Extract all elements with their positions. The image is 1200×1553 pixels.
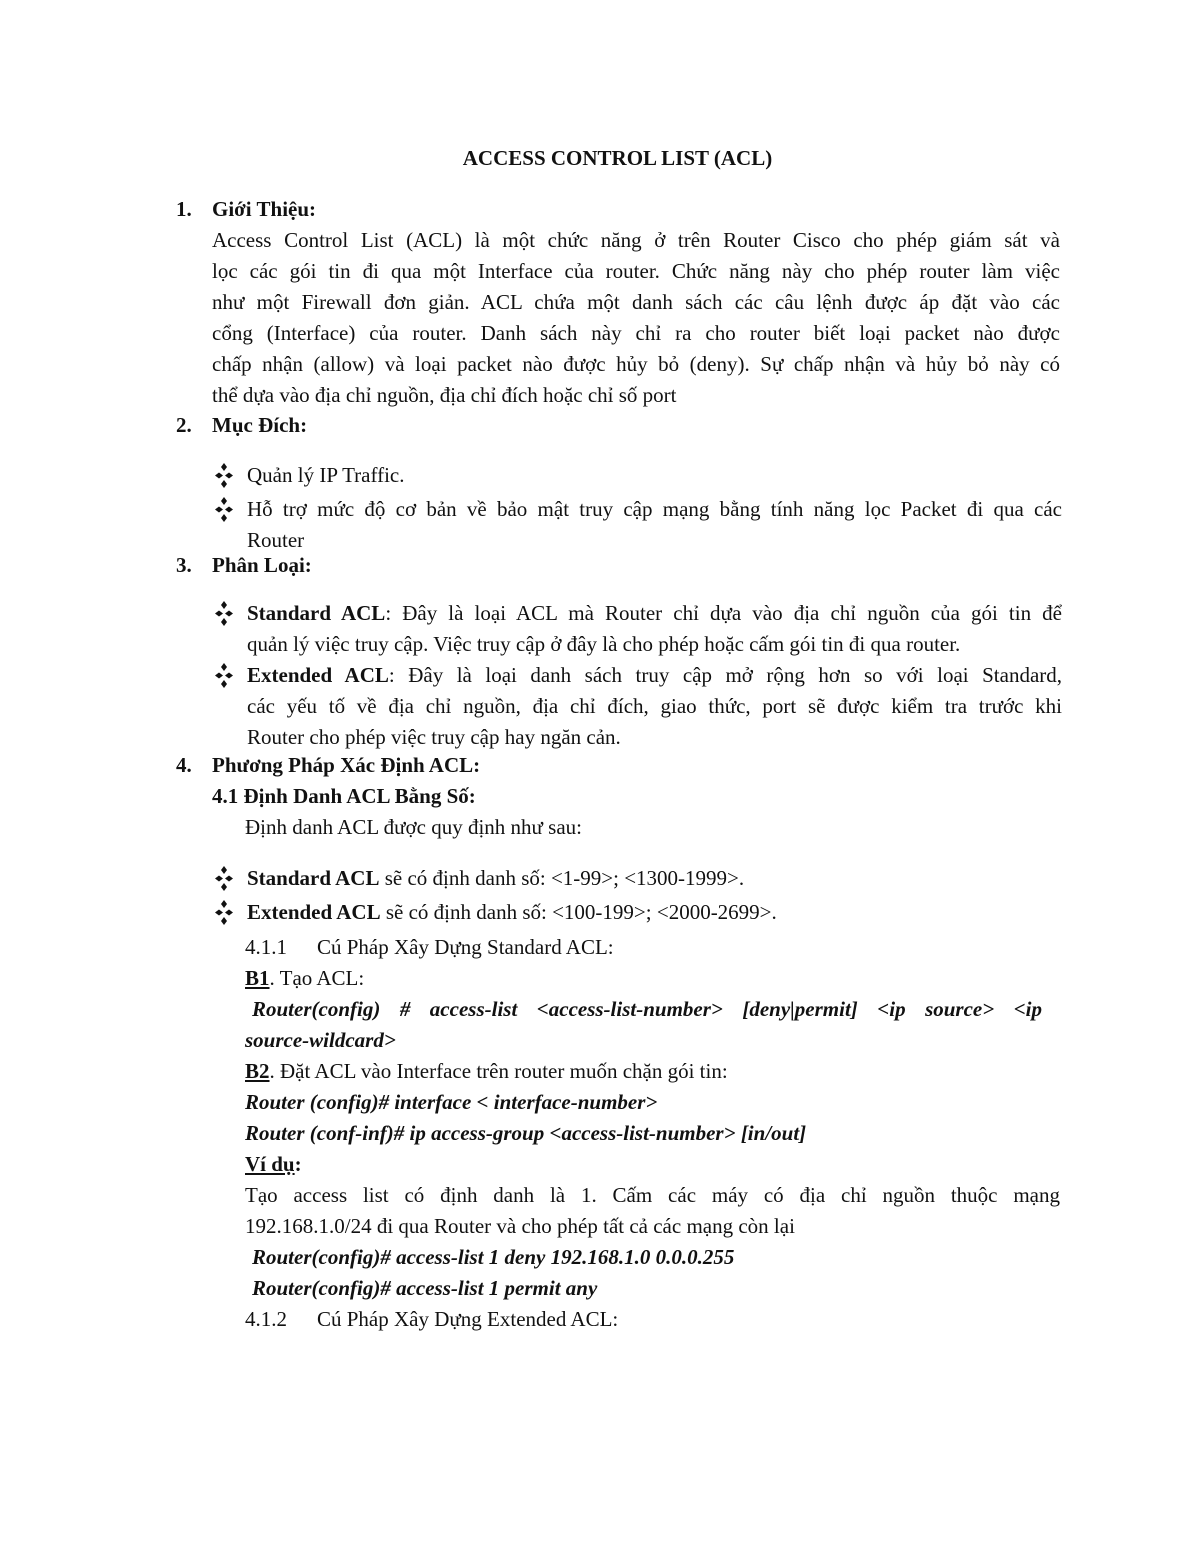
section-1-line: thể dựa vào địa chỉ nguồn, địa chỉ đích hoặc chỉ số port [212,383,677,407]
term-description: : Đây là loại danh sách truy cập mở rộng hơn so với loại Standard, [388,663,1063,687]
subsection-4-1-2 [245,1304,618,1335]
example-colon: : [294,1152,302,1176]
four-diamond-bullet-icon [212,460,236,491]
section-3-heading: Phân Loại: [212,553,312,577]
command-line: source-wildcard> [245,1028,396,1052]
term-standard-acl: Standard ACL [247,601,386,625]
bullet-text [247,494,1062,556]
bullet-line [247,598,1062,629]
bullet-text [247,897,1062,928]
document-title: ACCESS CONTROL LIST (ACL) [462,146,773,170]
section-3-number: 3. [176,553,192,577]
section-1-line: Access Control List (ACL) là một chức năng ở trên Router Cisco cho phép giám sát và [212,228,1060,252]
command-line: Router (config)# interface < interface-number> [245,1090,658,1114]
four-diamond-bullet-icon [212,494,236,525]
subsection-title: Cú Pháp Xây Dựng Extended ACL: [317,1307,619,1331]
step-label: B2 [245,1059,270,1083]
bullet-line: quản lý việc truy cập. Việc truy cập ở đây là cho phép hoặc cấm gói tin đi qua router. [247,632,961,656]
four-diamond-bullet-icon [212,863,236,894]
command-line: Router(config) # access-list <access-list-number> [deny|permit] <ip source> <ip [252,997,1042,1021]
subsection-4-1-heading: 4.1 Định Danh ACL Bằng Số: [212,784,476,808]
command-line: Router(config)# access-list 1 deny 192.168.1.0 0.0.0.255 [252,1245,735,1269]
term-extended-acl: Extended ACL [247,900,381,924]
step-text: . Đặt ACL vào Interface trên router muốn chặn gói tin: [269,1059,728,1083]
section-1-paragraph [212,225,1060,411]
example-text-line: 192.168.1.0/24 đi qua Router và cho phép tất cả các mạng còn lại [245,1214,795,1238]
subsection-4-1-1 [245,932,614,963]
bullet-line [247,660,1062,691]
term-extended-acl: Extended ACL [247,663,389,687]
four-diamond-bullet-icon [212,598,236,629]
subsection-number: 4.1.1 [245,935,287,959]
section-1-line: lọc các gói tin đi qua một Interface của router. Chức năng này cho phép router làm việc [212,259,1060,283]
example-text-line: Tạo access list có định danh là 1. Cấm các máy có địa chỉ nguồn thuộc mạng [245,1183,1060,1207]
section-1-number: 1. [176,197,192,221]
bullet-text [247,863,1062,894]
step-1 [245,963,364,994]
example-heading [245,1149,302,1180]
bullet-text [247,598,1062,660]
step-label: B1 [245,966,270,990]
bullet-line: Hỗ trợ mức độ cơ bản về bảo mật truy cập mạng bằng tính năng lọc Packet đi qua các [247,497,1062,521]
bullet-line: Router [247,528,305,552]
term-description: sẽ có định danh số: <1-99>; <1300-1999>. [379,866,745,890]
step-text: . Tạo ACL: [269,966,365,990]
term-standard-acl: Standard ACL [247,866,380,890]
subsection-intro: Định danh ACL được quy định như sau: [245,815,582,839]
section-1-heading: Giới Thiệu: [212,197,317,221]
section-2-heading: Mục Đích: [212,413,308,437]
section-1-line: cổng (Interface) của router. Danh sách này chỉ ra cho router biết loại packet nào được [212,321,1060,345]
term-description: sẽ có định danh số: <100-199>; <2000-2699>. [380,900,777,924]
subsection-title: Cú Pháp Xây Dựng Standard ACL: [317,935,614,959]
bullet-text [247,660,1062,753]
section-2-number: 2. [176,413,192,437]
subsection-number: 4.1.2 [245,1307,287,1331]
example-label: Ví dụ [245,1152,295,1176]
command-line: Router(config)# access-list 1 permit any [252,1276,598,1300]
four-diamond-bullet-icon [212,660,236,691]
command-line: Router (conf-inf)# ip access-group <access-list-number> [in/out] [245,1121,807,1145]
bullet-line: Router cho phép việc truy cập hay ngăn cản. [247,725,621,749]
section-4-heading: Phương Pháp Xác Định ACL: [212,753,481,777]
bullet-text: Quản lý IP Traffic. [247,463,405,487]
section-4-number: 4. [176,753,192,777]
term-description: : Đây là loại ACL mà Router chỉ dựa vào địa chỉ nguồn của gói tin để [385,601,1063,625]
section-1-line: như một Firewall đơn giản. ACL chứa một danh sách các câu lệnh được áp đặt vào các [212,290,1060,314]
section-1-line: chấp nhận (allow) và loại packet nào được hủy bỏ (deny). Sự chấp nhận và hủy bỏ này có [212,352,1060,376]
step-2 [245,1056,728,1087]
four-diamond-bullet-icon [212,897,236,928]
bullet-line: các yếu tố về địa chỉ nguồn, địa chỉ đích, giao thức, port sẽ được kiểm tra trước khi [247,694,1062,718]
